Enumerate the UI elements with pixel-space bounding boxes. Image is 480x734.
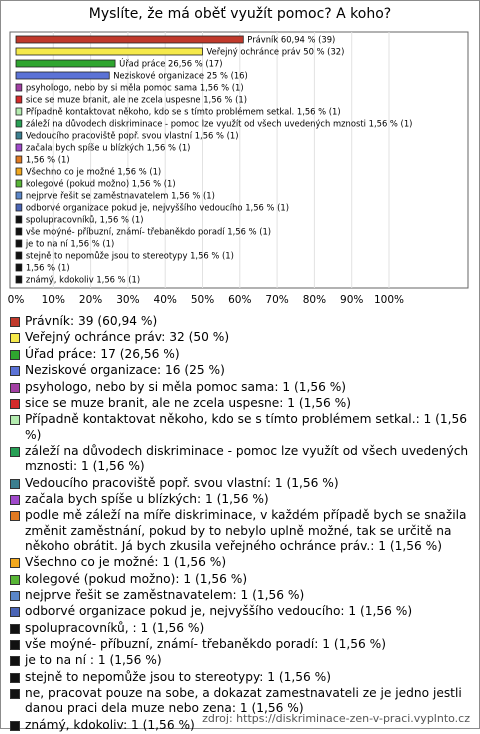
x-tick-label: 0% [8, 294, 25, 306]
x-tick-label: 90% [340, 294, 363, 306]
bar [16, 252, 22, 259]
legend-label: stejně to nepomůže jsou to stereotypy: 1 (1,56 %) [25, 670, 472, 685]
legend-label: Veřejný ochránce práv: 32 (50 %) [25, 330, 472, 345]
legend-item [10, 347, 472, 362]
x-axis-ticks [8, 294, 404, 306]
legend-swatch [10, 656, 20, 666]
bar [16, 84, 22, 91]
legend-label: Vedoucího pracoviště popř. svou vlastní: 1 (1,56 %) [25, 476, 472, 491]
legend-label: psyhologo, nebo by si měla pomoc sama: 1 (1,56 %) [25, 380, 472, 395]
chart-legend [10, 314, 472, 734]
legend-label: Úřad práce: 17 (26,56 %) [25, 347, 472, 362]
bar [16, 144, 22, 151]
x-tick-label: 50% [191, 294, 214, 306]
bar [16, 168, 22, 175]
bar-label: nejprve řešit se zaměstnavatelem 1,56 % (1) [26, 191, 215, 201]
bar-label: Případně kontaktovat někoho, kdo se s tímto problémem setkal. 1,56 % (1) [26, 107, 341, 117]
legend-item [10, 621, 472, 636]
bar [16, 228, 22, 235]
x-tick-label: 30% [116, 294, 139, 306]
legend-swatch [10, 317, 20, 327]
legend-swatch [10, 415, 20, 425]
bar [16, 96, 22, 103]
bar-label: spolupracovníků, 1,56 % (1) [26, 215, 144, 225]
legend-item [10, 314, 472, 329]
bar [16, 72, 109, 79]
bar [16, 108, 22, 115]
bar-label: sice se muze branit, ale ne zcela uspesne 1,56 % (1) [26, 95, 247, 105]
legend-swatch [10, 366, 20, 376]
x-tick-label: 20% [79, 294, 102, 306]
legend-label: podle mě záleží na míře diskriminace, v každém případě bych se snažila změnit zaměstnání, pokud by to nebylo uplně možné, tak se určitě na někoho obrátit. Já bych zkusila veřejného ochránce práv.: 1 (1,56 %) [25, 508, 472, 554]
legend-label: vše moýné- příbuzní, známí- třebaněkdo poradí: 1 (1,56 %) [25, 637, 472, 652]
legend-swatch [10, 689, 20, 699]
bar-label: je to na ní 1,56 % (1) [25, 239, 114, 249]
legend-swatch [10, 607, 20, 617]
legend-item [10, 412, 472, 442]
legend-label: spolupracovníků, : 1 (1,56 %) [25, 621, 472, 636]
legend-swatch [10, 575, 20, 585]
bar-label: začala bych spíše u blízkých 1,56 % (1) [26, 143, 191, 153]
bar [16, 276, 22, 283]
legend-swatch [10, 333, 20, 343]
x-tick-label: 40% [154, 294, 177, 306]
bar [16, 132, 22, 139]
legend-item [10, 396, 472, 411]
legend-label: nejprve řešit se zaměstnavatelem: 1 (1,56 %) [25, 588, 472, 603]
legend-label: Všechno co je možné: 1 (1,56 %) [25, 555, 472, 570]
legend-item [10, 637, 472, 652]
legend-label: sice se muze branit, ale ne zcela uspesne: 1 (1,56 %) [25, 396, 472, 411]
legend-item [10, 588, 472, 603]
legend-swatch [10, 511, 20, 521]
bar [16, 180, 22, 187]
legend-swatch [10, 495, 20, 505]
x-tick-label: 70% [265, 294, 288, 306]
bar [16, 216, 22, 223]
x-tick-label: 10% [42, 294, 65, 306]
legend-label: Neziskové organizace: 16 (25 %) [25, 363, 472, 378]
legend-label: Případně kontaktovat někoho, kdo se s tímto problémem setkal.: 1 (1,56 %) [25, 412, 472, 442]
bar-label: Všechno co je možné 1,56 % (1) [26, 167, 161, 177]
chart-title: Myslíte, že má oběť využít pomoc? A koho? [0, 6, 480, 22]
bar [16, 60, 115, 67]
legend-item [10, 492, 472, 507]
bar-label: Vedoucího pracoviště popř. svou vlastní 1,56 % (1) [26, 131, 239, 141]
x-tick-label: 100% [374, 294, 404, 306]
legend-label: odborvé organizace pokud je, nejvyššího vedoucího: 1 (1,56 %) [25, 604, 472, 619]
bar [16, 48, 203, 55]
bar-label: 1,56 % (1) [26, 155, 70, 165]
bar-label: odborvé organizace pokud je, nejvyššího vedoucího 1,56 % (1) [26, 203, 289, 213]
bar-label: záleží na důvodech diskriminace - pomoc lze využít od všech uvedených mznosti 1,56 % (1) [26, 119, 413, 129]
legend-item [10, 508, 472, 554]
legend-label: záleží na důvodech diskriminace - pomoc lze využít od všech uvedených mznosti: 1 (1,56 %) [25, 444, 472, 474]
bar [16, 264, 22, 271]
bar-label: Veřejný ochránce práv 50 % (32) [207, 47, 345, 57]
legend-item [10, 476, 472, 491]
bar-label: Právník 60,94 % (39) [247, 35, 335, 45]
legend-item [10, 380, 472, 395]
bar [16, 240, 22, 247]
bar-label: 1,56 % (1) [26, 263, 70, 273]
legend-label: kolegové (pokud možno): 1 (1,56 %) [25, 572, 472, 587]
legend-swatch [10, 383, 20, 393]
legend-swatch [10, 350, 20, 360]
bar-label: Neziskové organizace 25 % (16) [113, 71, 248, 81]
legend-swatch [10, 673, 20, 683]
bar-label: stejně to nepomůže jsou to stereotypy 1,56 % (1) [26, 251, 234, 261]
legend-item [10, 653, 472, 668]
legend-item [10, 572, 472, 587]
legend-item [10, 670, 472, 685]
bar [16, 36, 243, 43]
legend-swatch [10, 591, 20, 601]
legend-item [10, 444, 472, 474]
legend-label: ne, pracovat pouze na sobe, a dokazat zamestnavateli ze je jedno jestli danou praci dela muze nebo zena: 1 (1,56 %) [25, 686, 472, 716]
source-note: zdroj: https://diskriminace-zen-v-praci.vyplnto.cz [202, 712, 470, 725]
legend-label: je to na ní : 1 (1,56 %) [25, 653, 472, 668]
bar [16, 192, 22, 199]
legend-label: začala bych spíše u blízkých: 1 (1,56 %) [25, 492, 472, 507]
legend-item [10, 330, 472, 345]
legend-swatch [10, 447, 20, 457]
bar-label: známý, kdokoliv 1,56 % (1) [26, 275, 140, 285]
legend-swatch [10, 558, 20, 568]
legend-swatch [10, 479, 20, 489]
legend-swatch [10, 640, 20, 650]
legend-label: Právník: 39 (60,94 %) [25, 314, 472, 329]
bar-label: psyhologo, nebo by si měla pomoc sama 1,56 % (1) [26, 83, 244, 93]
bar [16, 156, 22, 163]
legend-item [10, 604, 472, 619]
legend-item [10, 555, 472, 570]
legend-label: známý, kdokoliv: 1 (1,56 %) [25, 718, 472, 733]
legend-item [10, 363, 472, 378]
bar [16, 120, 22, 127]
legend-swatch [10, 399, 20, 409]
legend-swatch [10, 721, 20, 731]
legend-swatch [10, 624, 20, 634]
bar-label: Úřad práce 26,56 % (17) [119, 58, 222, 69]
bar-label: vše moýné- příbuzní, známí- třebaněkdo poradí 1,56 % (1) [26, 227, 271, 237]
x-tick-label: 60% [228, 294, 251, 306]
bar [16, 204, 22, 211]
bar-chart [0, 0, 480, 312]
x-tick-label: 80% [303, 294, 326, 306]
bar-label: kolegové (pokud možno) 1,56 % (1) [26, 179, 176, 189]
